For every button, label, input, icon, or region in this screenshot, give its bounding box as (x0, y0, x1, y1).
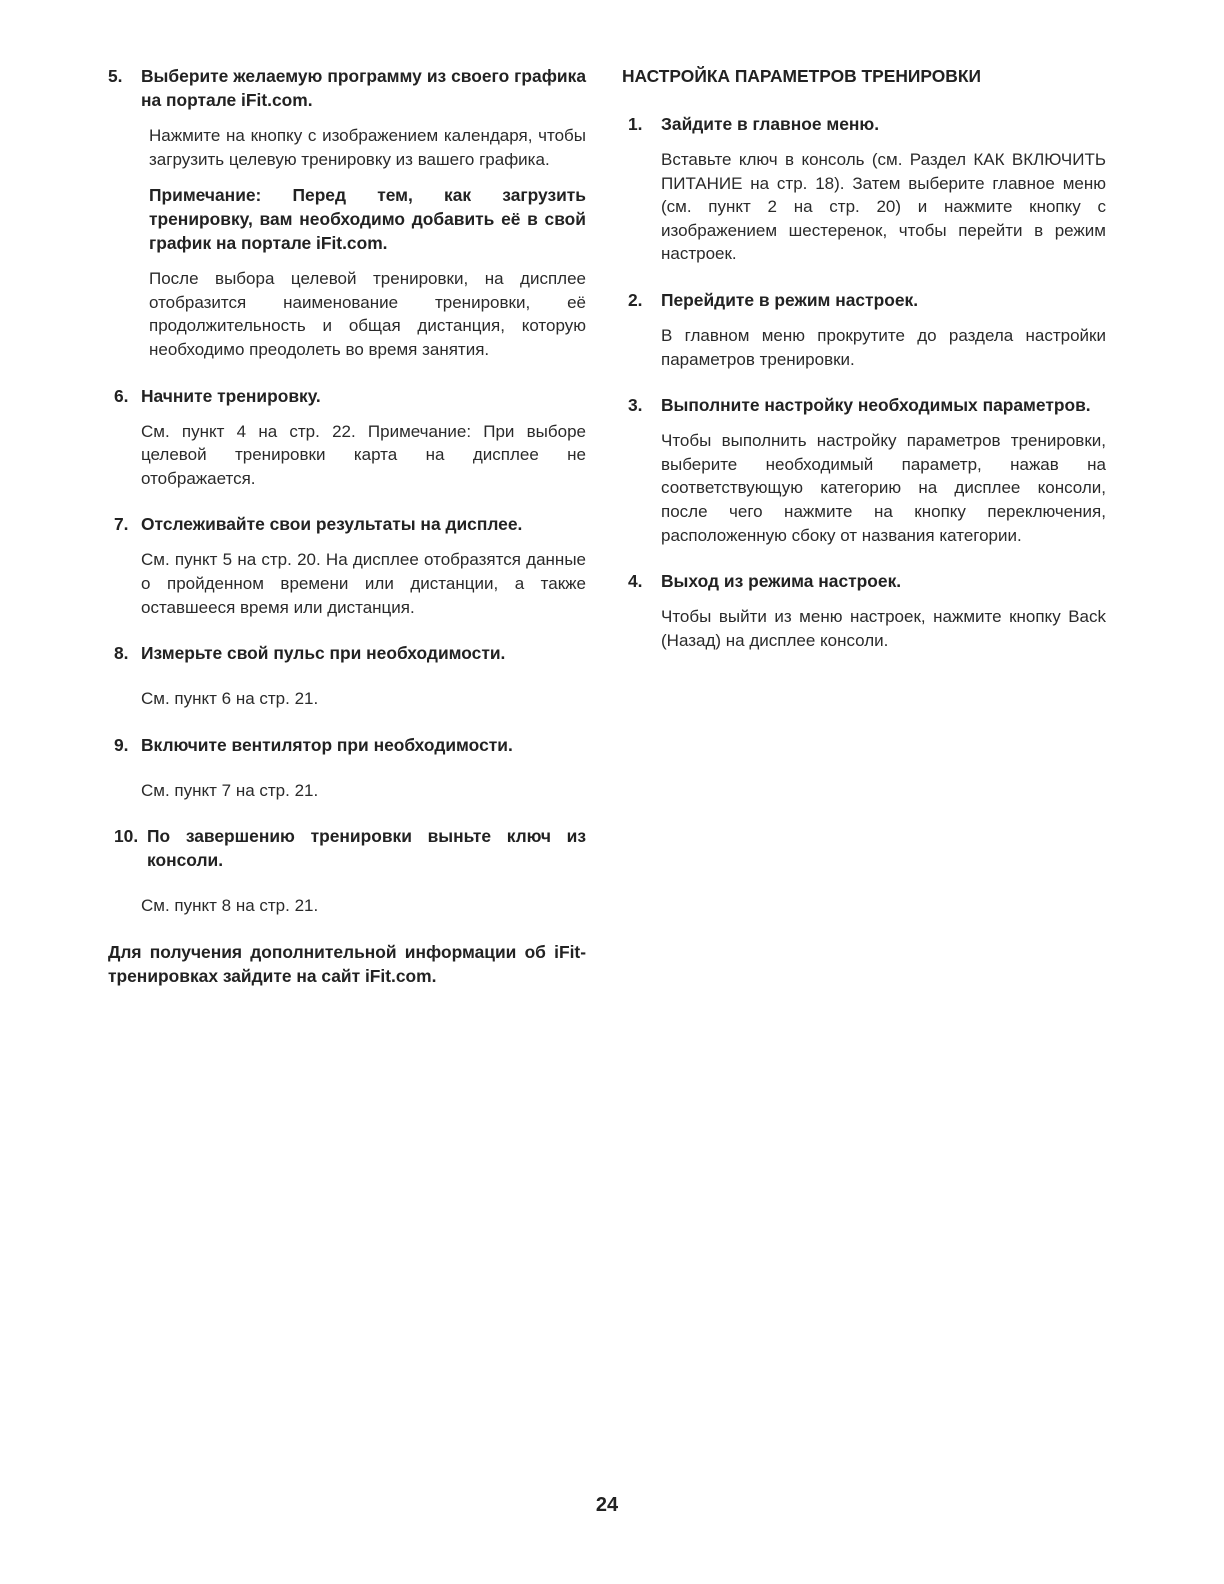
closing-note: Для получения дополнительной информации об iFit-тренировках зайдите на сайт iFit.com. (108, 941, 586, 986)
settings-step-3-number: 3. (628, 395, 643, 416)
settings-step-2 (622, 288, 1106, 312)
settings-step-3-paragraph: Чтобы выполнить настройку параметров тренировки, выберите необходимый параметр, нажав на соответствующую категорию на дисплее консоли, после чего нажмите на кнопку переключения, расположенную сбоку от названия категории. (661, 431, 1106, 545)
step-5-number: 5. (108, 66, 123, 86)
step-9-number: 9. (114, 734, 129, 755)
settings-step-4-number: 4. (628, 571, 643, 592)
step-5-paragraph-1: Нажмите на кнопку с изображением календаря, чтобы загрузить целевую тренировку из вашего графика. (149, 126, 586, 169)
settings-step-3-title: Выполните настройку необходимых параметров. (661, 395, 1091, 416)
step-6-number: 6. (114, 385, 129, 406)
settings-step-2-number: 2. (628, 289, 643, 310)
step-10 (108, 824, 586, 872)
step-9-paragraph: См. пункт 7 на стр. 21. (141, 780, 319, 800)
step-6 (108, 384, 586, 408)
step-8-paragraph: См. пункт 6 на стр. 21. (141, 689, 319, 709)
step-7-paragraph: См. пункт 5 на стр. 20. На дисплее отобразятся данные о пройденном времени или дистанции, а также оставшееся время или дистанция. (141, 550, 586, 617)
settings-step-2-paragraph: В главном меню прокрутите до раздела настройки параметров тренировки. (661, 325, 1106, 369)
settings-step-4-paragraph: Чтобы выйти из меню настроек, нажмите кнопку Back (Назад) на дисплее консоли. (661, 607, 1106, 650)
step-8 (108, 641, 586, 665)
settings-step-1-paragraph: Вставьте ключ в консоль (см. Раздел КАК ВКЛЮЧИТЬ ПИТАНИЕ на стр. 18). Затем выберите главное меню (см. пункт 2 на стр. 20) и нажмите кнопку с изображением шестеренок, чтобы перейти в режим настроек. (661, 150, 1106, 264)
step-5 (108, 64, 586, 112)
step-8-title: Измерьте свой пульс при необходимости. (141, 643, 506, 664)
step-10-number: 10. (114, 826, 139, 847)
step-7 (108, 512, 586, 536)
step-10-title: По завершению тренировки выньте ключ из консоли. (147, 826, 586, 871)
step-5-paragraph-2: После выбора целевой тренировки, на дисплее отобразится наименование тренировки, её продолжительность и общая дистанция, которую необходимо преодолеть во время занятия. (149, 269, 586, 359)
step-10-paragraph: См. пункт 8 на стр. 21. (141, 896, 319, 916)
settings-step-1 (622, 112, 1106, 136)
step-6-title: Начните тренировку. (141, 385, 321, 406)
section-heading: НАСТРОЙКА ПАРАМЕТРОВ ТРЕНИРОВКИ (622, 66, 981, 86)
step-9 (108, 733, 586, 757)
settings-step-2-title: Перейдите в режим настроек. (661, 289, 919, 310)
step-5-note: Примечание: Перед тем, как загрузить тренировку, вам необходимо добавить её в свой график на портале iFit.com. (149, 185, 586, 254)
left-column (108, 64, 586, 988)
step-5-title: Выберите желаемую программу из своего графика на портале iFit.com. (141, 66, 586, 110)
step-8-number: 8. (114, 643, 129, 664)
settings-step-1-number: 1. (628, 114, 643, 134)
settings-step-4 (622, 569, 1106, 593)
step-7-title: Отслеживайте свои результаты на дисплее. (141, 514, 523, 535)
right-column (622, 64, 1106, 652)
page-number: 24 (595, 1494, 619, 1516)
step-9-title: Включите вентилятор при необходимости. (141, 734, 513, 755)
settings-step-4-title: Выход из режима настроек. (661, 571, 902, 592)
step-7-number: 7. (114, 514, 129, 535)
settings-step-1-title: Зайдите в главное меню. (661, 114, 880, 134)
settings-step-3 (622, 393, 1106, 417)
step-6-paragraph: См. пункт 4 на стр. 22. Примечание: При выборе целевой тренировки карта на дисплее не отображается. (141, 421, 586, 488)
